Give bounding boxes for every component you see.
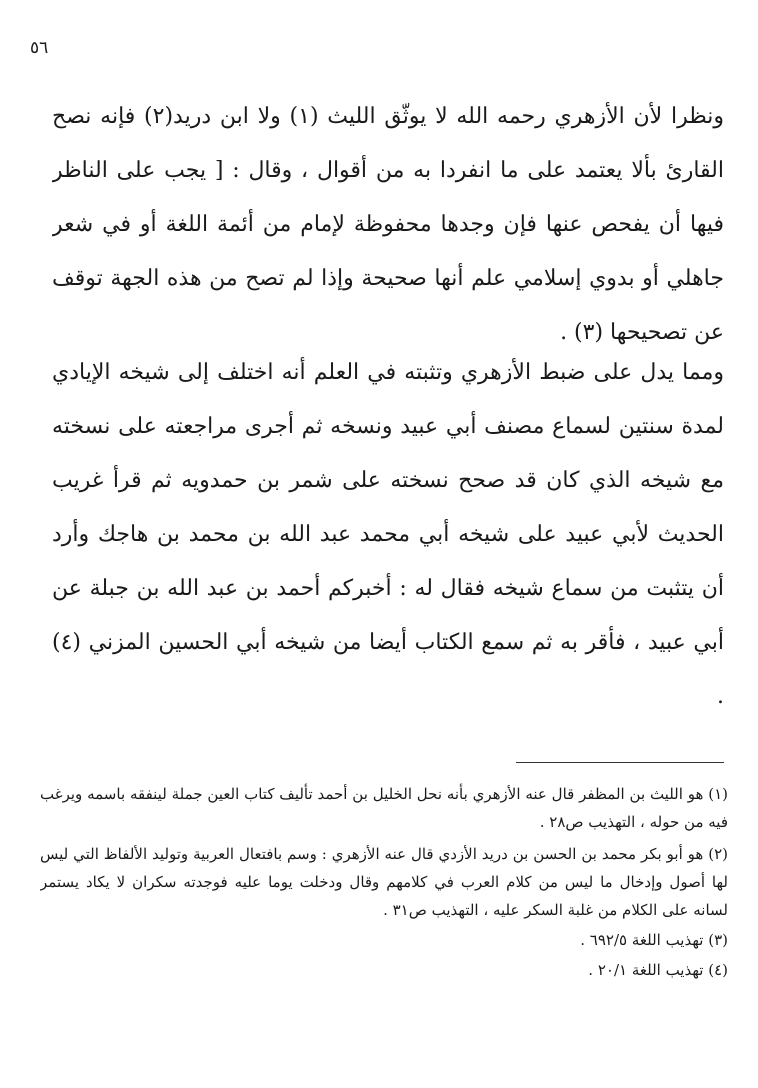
footnote-3: (٣) تهذيب اللغة ٦٩٢/٥ . [580, 931, 728, 949]
footnotes-section [40, 780, 728, 986]
footnote-2: (٢) هو أبو بكر محمد بن الحسن بن دريد الأزدي قال عنه الأزهري : وسم بافتعال العربية وتوليد الألفاظ التي ليس لها أصول وإدخال ما ليس من كلام العرب في كلامهم وقال ودخلت يوما عليه فوجدته سكران لا يكاد يستمر لسانه على الكلام من غلبة السكر عليه ، التهذيب ص٣١ . [40, 845, 728, 919]
main-body-text [52, 90, 724, 724]
paragraph-2: ومما يدل على ضبط الأزهري وتثبته في العلم أنه اختلف إلى شيخه الإيادي لمدة سنتين لسماع مصنف أبي عبيد ونسخه ثم أجرى مراجعته على نسخته مع شيخه الذي كان قد صحح نسخته على شمر بن حمدويه ثم قرأ غريب الحديث لأبي عبيد على شيخه أبي محمد عبد الله بن محمد بن هاجك وأرد أن يتثبت من سماع شيخه فقال له : أخبركم أحمد بن عبد الله بن جبلة عن أبي عبيد ، فأقر به ثم سمع الكتاب أيضا من شيخه أبي الحسين المزني (٤) . [52, 360, 724, 709]
page-number: ٥٦ [30, 38, 49, 58]
footnote-4: (٤) تهذيب اللغة ٢٠/١ . [588, 961, 728, 979]
footnote-1: (١) هو الليث بن المظفر قال عنه الأزهري بأنه نحل الخليل بن أحمد تأليف كتاب العين جملة لينفقه باسمه ويرغب فيه من حوله ، التهذيب ص٢٨ . [40, 785, 728, 831]
paragraph-1: ونظرا لأن الأزهري رحمه الله لا يوثّق الليث (١) ولا ابن دريد(٢) فإنه نصح القارئ بألا يعتمد على ما انفردا به من أقوال ، وقال : [ يجب على الناظر فيها أن يفحص عنها فإن وجدها محفوظة لإمام من أئمة اللغة أو في شعر جاهلي أو بدوي إسلامي علم أنها صحيحة وإذا لم تصح من هذه الجهة توقف عن تصحيحها (٣) . [52, 104, 724, 345]
footnote-separator [516, 762, 724, 763]
